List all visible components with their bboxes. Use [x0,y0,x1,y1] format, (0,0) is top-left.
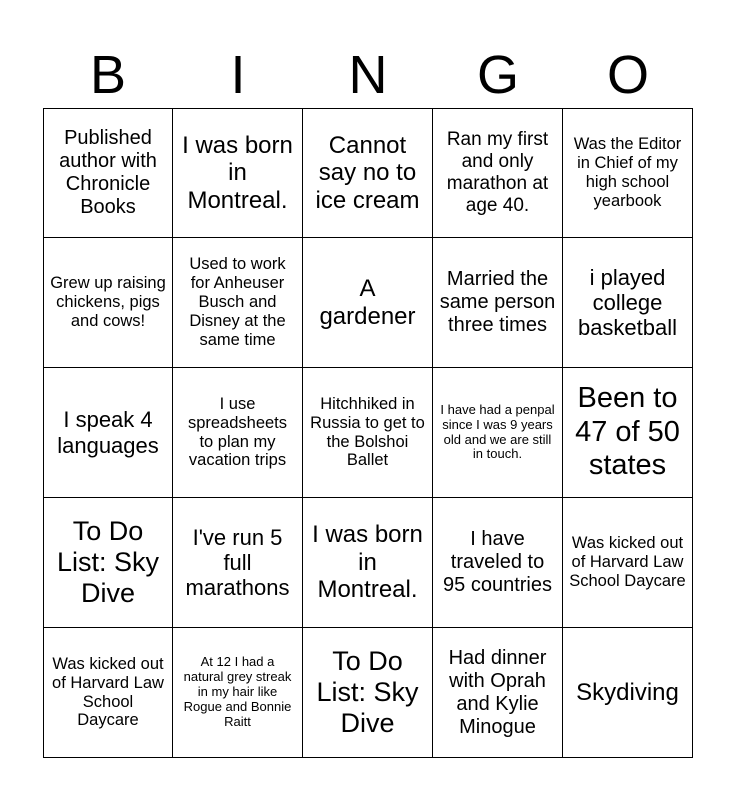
header-letter-n: N [348,45,388,105]
bingo-cell[interactable]: To Do List: Sky Dive [43,498,173,628]
bingo-cell[interactable]: Published author with Chronicle Books [43,108,173,238]
bingo-cell[interactable]: i played college basketball [563,238,693,368]
bingo-cell[interactable]: I was born in Montreal. [173,108,303,238]
bingo-cell[interactable]: At 12 I had a natural grey streak in my hair like Rogue and Bonnie Raitt [173,628,303,758]
bingo-cell[interactable]: Skydiving [563,628,693,758]
bingo-cell[interactable]: I have traveled to 95 countries [433,498,563,628]
bingo-cell[interactable]: Married the same person three times [433,238,563,368]
bingo-cell[interactable]: Had dinner with Oprah and Kylie Minogue [433,628,563,758]
bingo-cell[interactable]: I speak 4 languages [43,368,173,498]
bingo-header [43,42,693,108]
bingo-cell[interactable]: Been to 47 of 50 states [563,368,693,498]
bingo-cell[interactable]: A gardener [303,238,433,368]
bingo-cell[interactable]: I've run 5 full marathons [173,498,303,628]
bingo-cell[interactable]: Used to work for Anheuser Busch and Disney at the same time [173,238,303,368]
header-letter-o: O [606,45,649,105]
bingo-cell[interactable]: Cannot say no to ice cream [303,108,433,238]
header-letter-b: B [89,45,127,105]
bingo-cell[interactable]: Ran my first and only marathon at age 40. [433,108,563,238]
bingo-cell[interactable]: Grew up raising chickens, pigs and cows! [43,238,173,368]
bingo-card-grid [43,108,693,758]
header-letter-i: I [230,45,246,105]
bingo-cell[interactable]: Was kicked out of Harvard Law School Daycare [563,498,693,628]
header-letter-g: G [476,45,519,105]
bingo-cell[interactable]: Was kicked out of Harvard Law School Daycare [43,628,173,758]
bingo-cell[interactable]: I use spreadsheets to plan my vacation trips [173,368,303,498]
bingo-cell[interactable]: I have had a penpal since I was 9 years old and we are still in touch. [433,368,563,498]
bingo-cell[interactable]: Hitchhiked in Russia to get to the Bolshoi Ballet [303,368,433,498]
bingo-cell[interactable]: I was born in Montreal. [303,498,433,628]
bingo-cell[interactable]: Was the Editor in Chief of my high school yearbook [563,108,693,238]
bingo-cell[interactable]: To Do List: Sky Dive [303,628,433,758]
